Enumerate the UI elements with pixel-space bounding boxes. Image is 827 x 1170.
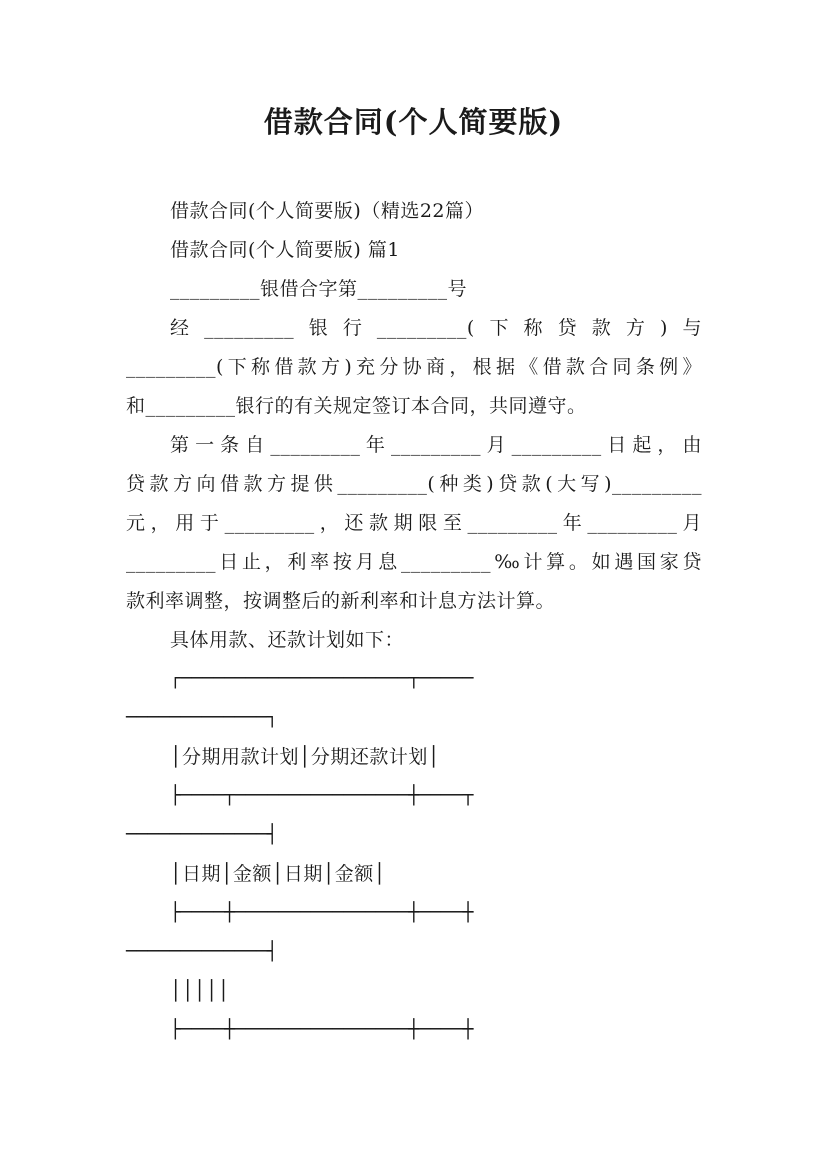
body-line: 经_________银行_________(下称贷款方)与 bbox=[170, 317, 702, 339]
section-heading: 借款合同(个人简要版) 篇1 bbox=[170, 239, 400, 261]
plan-intro-line: 具体用款、还款计划如下： bbox=[170, 629, 405, 651]
article-line: 元，用于_________，还款期限至_________年_________月 bbox=[126, 512, 702, 534]
table-border-line: ─────────────┐ bbox=[126, 707, 278, 728]
table-border-line: ├────┼────────────────┼────┼ bbox=[170, 902, 474, 923]
body-line: 和_________银行的有关规定签订本合同，共同遵守。 bbox=[126, 395, 587, 417]
body-line: _________(下称借款方)充分协商，根据《借款合同条例》 bbox=[126, 356, 702, 378]
article-line: 款利率调整，按调整后的新利率和计息方法计算。 bbox=[126, 590, 556, 612]
table-empty-row: │││││ bbox=[170, 980, 230, 1002]
table-border-line: ├────┬────────────────┼────┬ bbox=[170, 785, 474, 806]
article-line: 第一条自_________年_________月_________日起，由 bbox=[170, 434, 702, 456]
table-border-line: ─────────────┤ bbox=[126, 824, 278, 845]
document-title: 借款合同(个人简要版) bbox=[263, 105, 564, 139]
table-border-line: ┌─────────────────────┬───── bbox=[170, 668, 474, 689]
article-line: _________日止，利率按月息_________‰计算。如遇国家贷 bbox=[126, 551, 702, 573]
contract-number-line: _________银借合字第_________号 bbox=[170, 278, 468, 300]
table-subheader-row: │日期│金额│日期│金额│ bbox=[170, 863, 386, 885]
subtitle-line: 借款合同(个人简要版)（精选22篇） bbox=[170, 200, 485, 222]
table-border-line: ─────────────┤ bbox=[126, 941, 278, 962]
article-line: 贷款方向借款方提供_________(种类)贷款(大写)_________ bbox=[126, 473, 702, 495]
table-header-row: │分期用款计划│分期还款计划│ bbox=[170, 746, 440, 768]
table-border-line: ├────┼────────────────┼────┼ bbox=[170, 1019, 474, 1040]
